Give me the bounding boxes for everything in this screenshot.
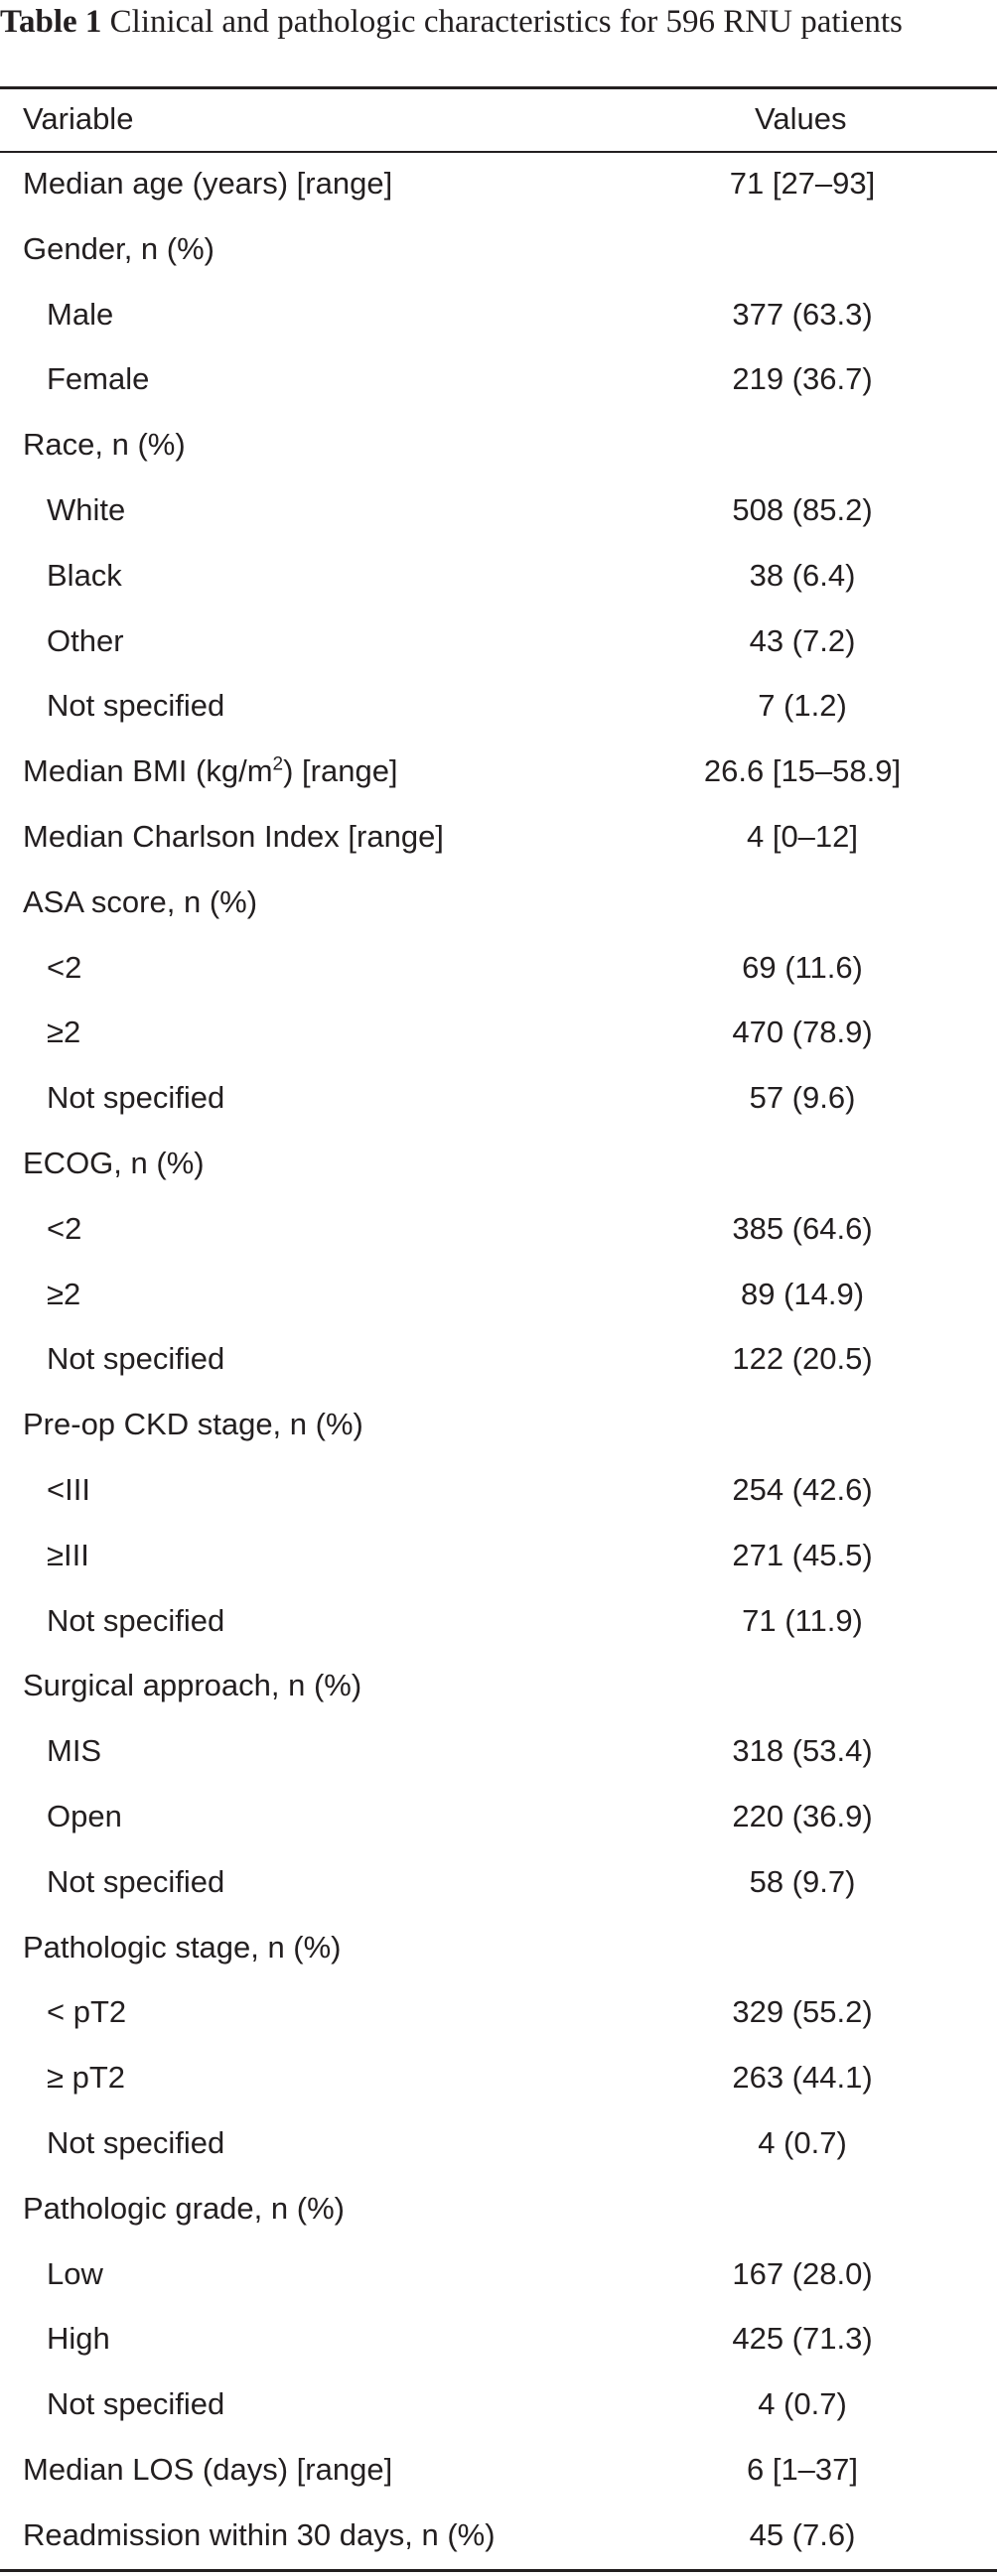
row-variable — [47, 2321, 110, 2357]
row-variable-text: Not specified — [47, 1080, 225, 1116]
table-row — [0, 873, 997, 938]
row-variable — [23, 2517, 496, 2553]
row-value: 167 (28.0) — [732, 2255, 873, 2291]
row-variable — [47, 1538, 89, 1573]
row-value: 4 [0–12] — [746, 818, 859, 854]
table-row — [0, 480, 997, 546]
row-variable — [47, 2060, 125, 2096]
row-variable — [47, 1341, 224, 1377]
table-row — [0, 1591, 997, 1657]
row-variable — [23, 1146, 205, 1181]
row-variable — [47, 1799, 122, 1834]
row-variable-text: Not specified — [47, 1341, 225, 1377]
table-row — [0, 1656, 997, 1721]
row-variable — [23, 753, 398, 789]
table-row — [0, 1982, 997, 2048]
row-variable — [47, 1733, 101, 1769]
row-variable — [47, 1994, 126, 2030]
table-row — [0, 1526, 997, 1591]
table-row — [0, 415, 997, 480]
row-variable — [23, 231, 214, 267]
table-row — [0, 611, 997, 677]
table-body — [0, 154, 997, 2570]
row-variable — [47, 1603, 224, 1639]
table-row — [0, 676, 997, 742]
row-variable-text: Pathologic stage, n (%) — [23, 1929, 342, 1965]
table-row — [0, 2309, 997, 2374]
table-row — [0, 2113, 997, 2179]
table-row — [0, 938, 997, 1004]
row-variable — [47, 1277, 80, 1312]
row-variable-text: Low — [47, 2255, 103, 2291]
row-value: 425 (71.3) — [732, 2321, 873, 2357]
row-value: 71 (11.9) — [742, 1602, 863, 1638]
row-value: 318 (53.4) — [732, 1733, 873, 1769]
row-variable-superscript: 2 — [272, 753, 284, 775]
table-header — [0, 89, 997, 151]
bottom-rule — [0, 2569, 997, 2572]
table-row — [0, 219, 997, 285]
row-variable — [47, 492, 125, 528]
row-variable — [23, 819, 444, 855]
table-row — [0, 154, 997, 219]
row-variable-text: ASA score, n (%) — [23, 883, 258, 919]
row-value: 377 (63.3) — [732, 296, 873, 332]
row-value: 4 (0.7) — [758, 2124, 847, 2160]
row-variable-text: <2 — [47, 949, 82, 985]
row-value: 26.6 [15–58.9] — [703, 753, 902, 789]
table-row — [0, 1787, 997, 1852]
row-variable-text: Not specified — [47, 688, 225, 724]
table-row — [0, 546, 997, 611]
row-variable-suffix: ) [range] — [283, 753, 398, 789]
row-variable-text: Pathologic grade, n (%) — [23, 2190, 345, 2226]
row-value: 45 (7.6) — [749, 2516, 856, 2552]
row-variable-text: ≥2 — [47, 1276, 81, 1311]
row-value: 219 (36.7) — [732, 361, 873, 397]
table-title: Clinical and pathologic characteristics for 596 RNU patients — [101, 4, 903, 40]
row-variable-text: ECOG, n (%) — [23, 1145, 205, 1180]
row-variable-text: Pre-op CKD stage, n (%) — [23, 1407, 363, 1442]
row-variable-text: ≥III — [47, 1537, 89, 1572]
header-variable: Variable — [23, 101, 134, 136]
row-variable — [47, 2125, 224, 2161]
row-variable-text: <III — [47, 1471, 90, 1507]
row-value: 57 (9.6) — [749, 1080, 856, 1116]
row-value: 254 (42.6) — [732, 1471, 873, 1507]
row-variable — [47, 361, 149, 397]
table-row — [0, 807, 997, 873]
row-value: 71 [27–93] — [729, 166, 876, 201]
row-variable-text: Other — [47, 622, 124, 658]
row-variable — [47, 1472, 90, 1508]
row-value: 38 (6.4) — [749, 557, 856, 593]
table-row — [0, 1395, 997, 1460]
table-label: Table 1 — [0, 4, 102, 40]
row-variable-text: Not specified — [47, 2386, 225, 2422]
row-variable-text: MIS — [47, 1733, 102, 1769]
row-value: 385 (64.6) — [732, 1210, 873, 1246]
row-variable — [23, 427, 186, 463]
row-variable — [23, 1668, 361, 1703]
row-variable — [23, 1407, 363, 1442]
table-row — [0, 1003, 997, 1068]
table-row — [0, 2179, 997, 2244]
row-value: 220 (36.9) — [732, 1798, 873, 1833]
table-row — [0, 1918, 997, 1983]
header-rule — [0, 151, 997, 153]
table-row — [0, 2048, 997, 2113]
row-value: 508 (85.2) — [732, 491, 873, 527]
table-row — [0, 1460, 997, 1526]
row-variable-text: Not specified — [47, 1602, 225, 1638]
row-value: 69 (11.6) — [742, 949, 863, 985]
table-row — [0, 1068, 997, 1134]
row-variable — [47, 1080, 224, 1116]
table-row — [0, 2440, 997, 2506]
row-variable-text: Not specified — [47, 1863, 225, 1899]
row-variable — [23, 1930, 342, 1966]
row-variable-text: White — [47, 491, 126, 527]
row-variable-text: Median age (years) [range] — [23, 166, 393, 201]
row-variable-text: Median LOS (days) [range] — [23, 2451, 393, 2487]
row-value: 470 (78.9) — [732, 1015, 873, 1050]
row-value: 329 (55.2) — [732, 1994, 873, 2030]
row-variable — [47, 2386, 224, 2422]
row-variable — [23, 2452, 392, 2488]
table-row — [0, 1721, 997, 1787]
row-variable-text: Gender, n (%) — [23, 230, 214, 266]
table-caption — [0, 0, 997, 44]
table-row — [0, 2374, 997, 2440]
row-value: 122 (20.5) — [732, 1341, 873, 1377]
row-variable — [47, 558, 122, 594]
table-row — [0, 285, 997, 350]
row-variable-text: Male — [47, 296, 114, 332]
row-variable — [47, 1015, 80, 1050]
row-value: 4 (0.7) — [758, 2386, 847, 2422]
row-variable — [47, 1864, 224, 1900]
row-variable — [23, 2191, 345, 2227]
table-row — [0, 1134, 997, 1199]
table-row — [0, 1265, 997, 1330]
row-value: 89 (14.9) — [740, 1276, 865, 1311]
row-variable-text: Surgical approach, n (%) — [23, 1668, 362, 1703]
row-variable — [47, 950, 81, 986]
row-variable-text: Median BMI (kg/m — [23, 753, 273, 789]
table-row — [0, 1852, 997, 1918]
row-variable-text: Median Charlson Index [range] — [23, 818, 444, 854]
row-variable-text: Not specified — [47, 2124, 225, 2160]
row-variable — [47, 297, 113, 333]
row-variable-text: Readmission within 30 days, n (%) — [23, 2516, 496, 2552]
table-row — [0, 1329, 997, 1395]
row-variable-text: Open — [47, 1798, 122, 1833]
row-variable — [47, 623, 124, 659]
row-value: 58 (9.7) — [749, 1863, 856, 1899]
row-value: 43 (7.2) — [749, 622, 856, 658]
row-variable-text: < pT2 — [47, 1994, 127, 2030]
row-variable-text: Female — [47, 361, 150, 397]
row-value: 271 (45.5) — [732, 1537, 873, 1572]
table-row — [0, 349, 997, 415]
row-variable-text: ≥2 — [47, 1015, 81, 1050]
row-variable — [23, 166, 392, 202]
header-values: Values — [755, 101, 847, 136]
row-variable — [23, 884, 257, 920]
row-variable-text: <2 — [47, 1210, 82, 1246]
row-variable-text: Black — [47, 557, 122, 593]
table-row — [0, 2506, 997, 2571]
row-variable — [47, 1211, 81, 1247]
table-row — [0, 742, 997, 807]
row-value: 7 (1.2) — [758, 688, 847, 724]
row-variable — [47, 688, 224, 724]
table-row — [0, 2244, 997, 2310]
row-variable-text: ≥ pT2 — [47, 2060, 126, 2096]
table-row — [0, 1199, 997, 1265]
row-variable-text: High — [47, 2321, 110, 2357]
row-variable — [47, 2256, 103, 2292]
row-value: 263 (44.1) — [732, 2060, 873, 2096]
row-variable-text: Race, n (%) — [23, 427, 186, 463]
row-value: 6 [1–37] — [746, 2451, 859, 2487]
